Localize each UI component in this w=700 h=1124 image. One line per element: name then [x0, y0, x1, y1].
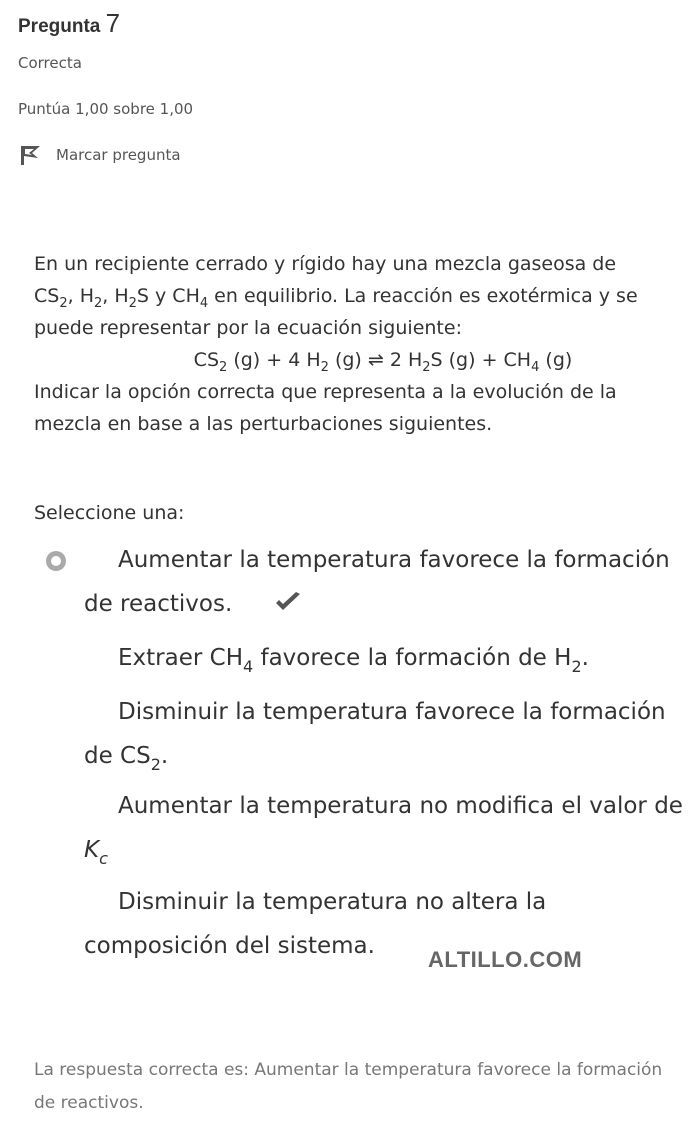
question-grade: Puntúa 1,00 sobre 1,00 — [18, 100, 194, 118]
watermark: ALTILLO.COM — [428, 947, 583, 972]
question-line-2: $CS_2$, $H_2$, $H_2S$ y $CH_4$ en equilibrio. La reacción es exotérmica y se — [34, 285, 638, 311]
checkmark-icon — [240, 584, 302, 628]
correct-answer-feedback: La respuesta correcta es: Aumentar la temperatura favorece la formación de reactivos. — [34, 1060, 663, 1113]
chemical-equation: $CS_2$ (g) + 4 $H_2$ (g) ⇌ 2 $H_2S$ $(g) + CH_4$ (g) — [193, 349, 573, 375]
question-title-word: Pregunta — [18, 16, 101, 37]
answer-option-2[interactable]: Extraer $CH_4$ favorece la formación de $H_2$. — [118, 645, 589, 676]
question-text — [34, 248, 684, 440]
answer-option-1-text: Aumentar la temperatura favorece la formación de reactivos. — [84, 547, 670, 617]
flag-icon — [18, 144, 42, 166]
question-state: Correcta — [18, 54, 82, 72]
flag-question-label: Marcar pregunta — [56, 146, 181, 164]
answer-option-5[interactable] — [84, 880, 694, 968]
flag-question-link[interactable] — [18, 144, 181, 166]
select-prompt: Seleccione una: — [34, 502, 185, 524]
equilibrium-constant: $K_c$ — [84, 837, 108, 868]
equilibrium-arrow-icon: ⇌ — [367, 349, 384, 371]
answer-option-5-text: Disminuir la temperatura no altera la composición del sistema. — [84, 889, 547, 959]
answer-option-1[interactable] — [84, 538, 694, 628]
answer-option-3[interactable]: Disminuir la temperatura favorece la formación de $CS_2$. — [84, 699, 666, 774]
answer-option-4[interactable]: Aumentar la temperatura no modifica el valor de $K_c$ — [84, 793, 683, 868]
question-instruction: Indicar la opción correcta que representa a la evolución de la mezcla en base a las perturbaciones siguientes. — [34, 381, 617, 435]
question-number: 7 — [105, 8, 121, 38]
question-line-3: puede representar por la ecuación siguiente: — [34, 317, 462, 339]
question-title — [18, 8, 120, 39]
question-line-1: En un recipiente cerrado y rígido hay una mezcla gaseosa de — [34, 253, 617, 275]
radio-selected-icon[interactable] — [46, 551, 66, 571]
